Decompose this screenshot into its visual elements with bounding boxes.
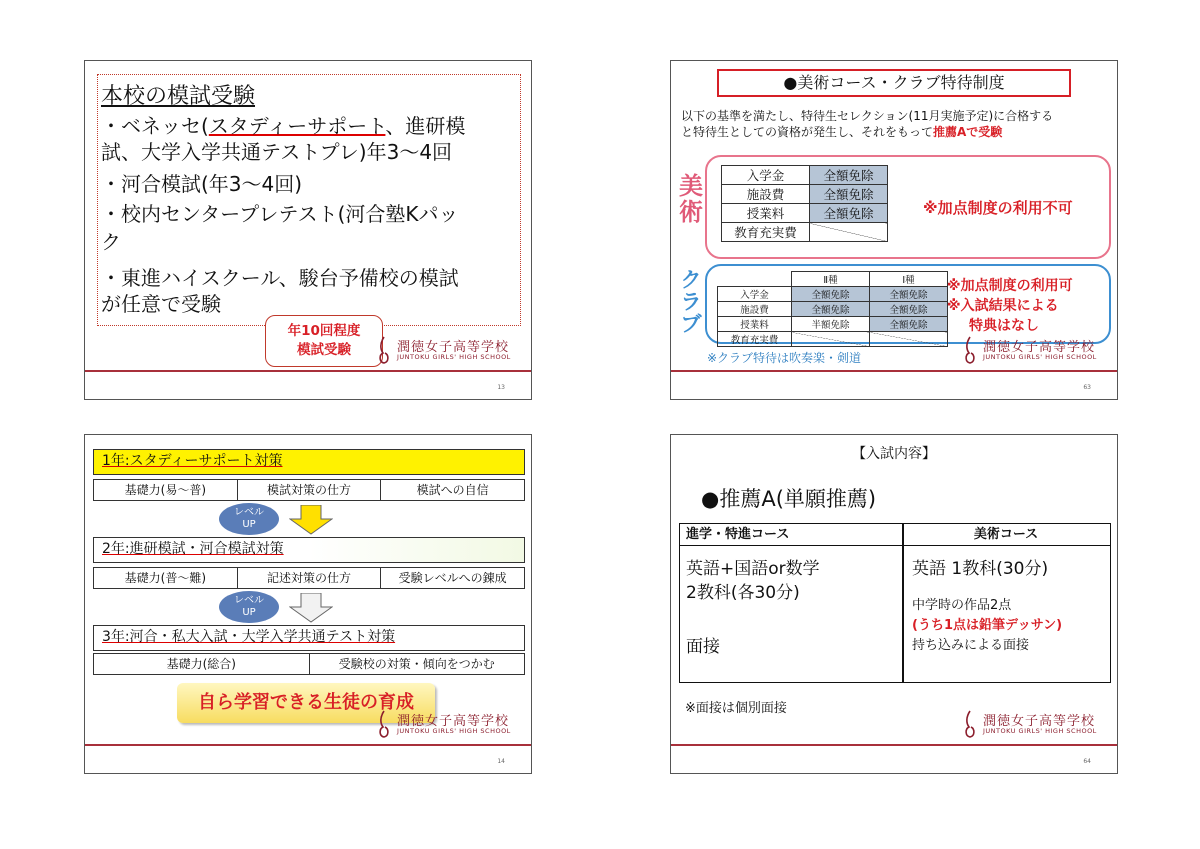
year1-banner: 1年:スタディーサポート対策 <box>93 449 525 475</box>
table-cell: 英語 1教科(30分) <box>912 559 1049 579</box>
art-table <box>721 165 888 242</box>
page-number: 63 <box>1083 384 1091 391</box>
slide-scholarship <box>670 60 1118 400</box>
slide-header: 【入試内容】 <box>852 446 936 462</box>
table-cell: 中学時の作品2点 <box>912 598 1012 613</box>
club-table <box>717 271 948 347</box>
footer-line <box>85 744 531 746</box>
club-note: ※加点制度の利用可 <box>947 278 1073 294</box>
table-cell: 持ち込みによる面接 <box>912 638 1030 653</box>
page-number: 14 <box>497 758 505 765</box>
year2-row: 基礎力(普～難) 記述対策の仕方 受験レベルへの錬成 <box>93 567 525 589</box>
table-row: 教育充実費 <box>718 332 948 347</box>
footer-line <box>671 744 1117 746</box>
school-logo: 潤徳女子高等学校 JUNTOKU GIRLS' HIGH SCHOOL <box>375 709 517 741</box>
table-row: 入学金 全額免除 全額免除 <box>718 287 948 302</box>
exam-line: ク <box>101 230 121 254</box>
table-cell: 面接 <box>686 637 720 657</box>
page-number: 64 <box>1083 758 1091 765</box>
slide-title: ●推薦A(単願推薦) <box>701 487 877 511</box>
art-note: ※加点制度の利用不可 <box>923 199 1073 217</box>
school-logo-icon <box>377 335 391 365</box>
exam-table <box>679 523 1111 683</box>
school-logo: 潤徳女子高等学校 JUNTOKU GIRLS' HIGH SCHOOL <box>375 335 517 367</box>
table-row: 施設費 全額免除 <box>722 185 888 204</box>
club-footnote: ※クラブ特待は吹奏楽・剣道 <box>707 351 862 365</box>
club-note: 特典はなし <box>969 318 1039 334</box>
club-label: クラブ <box>680 268 702 336</box>
slide-title: 本校の模試受験 <box>101 84 256 109</box>
table-cell: 2教科(各30分) <box>686 583 800 603</box>
table-row: 教育充実費 <box>722 223 888 242</box>
table-row: 入学金 全額免除 <box>722 166 888 185</box>
level-up-badge: レベル UP <box>219 503 279 535</box>
level-up-badge: レベル UP <box>219 591 279 623</box>
school-logo: 潤徳女子高等学校 JUNTOKU GIRLS' HIGH SCHOOL <box>961 709 1103 741</box>
exam-line: ・河合模試(年3～4回) <box>101 172 303 196</box>
down-arrow-icon <box>289 505 333 535</box>
year1-row: 基礎力(易～普) 模試対策の仕方 模試への自信 <box>93 479 525 501</box>
down-arrow-icon <box>289 593 333 623</box>
exam-line: が任意で受験 <box>101 292 221 316</box>
table-row: 施設費 全額免除 全額免除 <box>718 302 948 317</box>
year3-row: 基礎力(総合) 受験校の対策・傾向をつかむ <box>93 653 525 675</box>
exam-line: ・ベネッセ(スタディーサポート、進研模 <box>101 114 466 138</box>
exam-line: ・東進ハイスクール、駿台予備校の模試 <box>101 266 459 290</box>
club-note: ※入試結果による <box>947 298 1059 314</box>
exam-line: ・校内センタープレテスト(河合塾Kパッ <box>101 202 459 226</box>
table-row: 授業料 半額免除 全額免除 <box>718 317 948 332</box>
page-number: 13 <box>497 384 505 391</box>
exam-line: 試、大学入学共通テストプレ)年3～4回 <box>101 140 453 164</box>
year3-banner: 3年:河合・私大入試・大学入学共通テスト対策 <box>93 625 525 651</box>
school-logo-icon <box>963 709 977 739</box>
school-logo-icon <box>963 335 977 365</box>
table-cell: 英語+国語or数学 <box>686 559 820 579</box>
year2-banner: 2年:進研模試・河合模試対策 <box>93 537 525 563</box>
goal-banner: 自ら学習できる生徒の育成 <box>177 683 435 723</box>
column-header: 進学・特進コース <box>680 524 902 546</box>
slide-title: ●美術コース・クラブ特待制度 <box>717 69 1071 97</box>
table-row: 授業料 全額免除 <box>722 204 888 223</box>
exam-count-callout: 年10回程度 模試受験 <box>265 315 383 367</box>
table-row: Ⅱ種 Ⅰ種 <box>718 272 948 287</box>
slide-study-plan <box>84 434 532 774</box>
intro-text: 以下の基準を満たし、特待生セレクション(11月実施予定)に合格する と特待生としての資格が発生し、それをもって推薦Aで受験 <box>681 109 1054 139</box>
school-logo: 潤徳女子高等学校 JUNTOKU GIRLS' HIGH SCHOOL <box>961 335 1103 367</box>
art-label: 美術 <box>679 172 703 226</box>
table-cell: (うち1点は鉛筆デッサン) <box>912 618 1063 633</box>
school-logo-icon <box>377 709 391 739</box>
column-header: 美術コース <box>902 524 1110 546</box>
slide-mock-exams <box>84 60 532 400</box>
footer-line <box>85 370 531 372</box>
interview-note: ※面接は個別面接 <box>685 701 787 716</box>
footer-line <box>671 370 1117 372</box>
slide-exam-content <box>670 434 1118 774</box>
